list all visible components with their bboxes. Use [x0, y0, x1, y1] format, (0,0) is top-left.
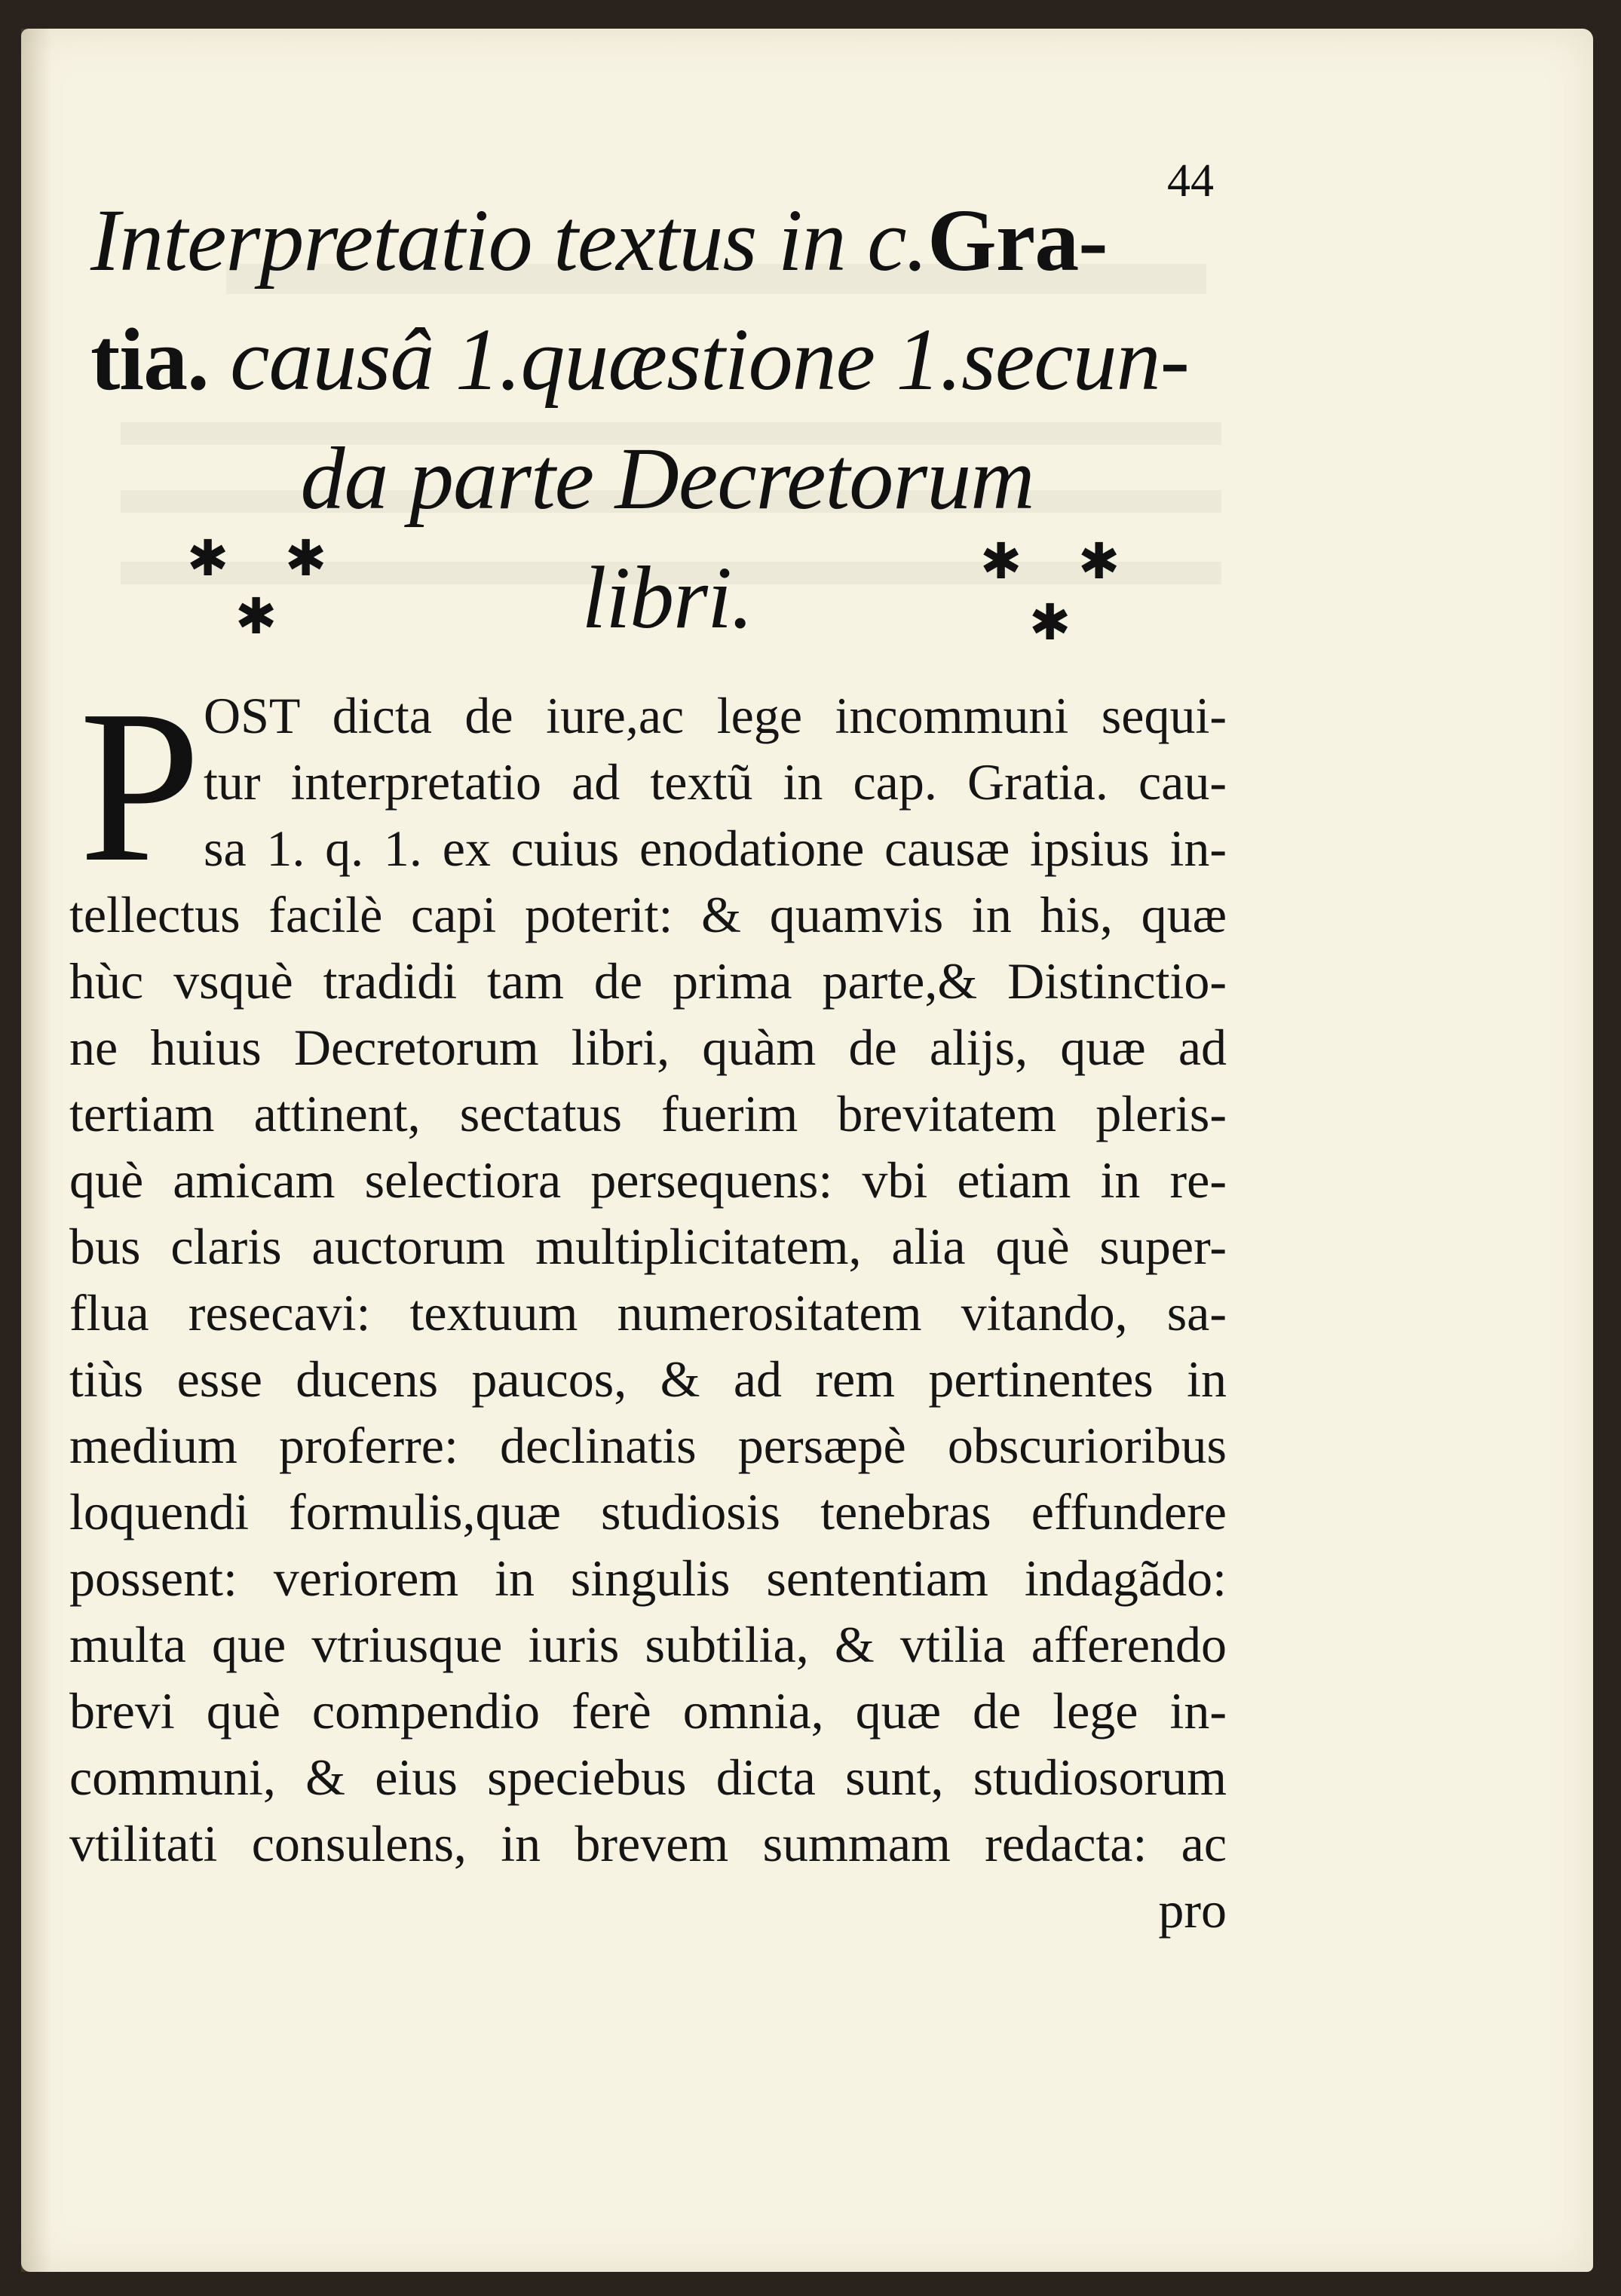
body-line: loquendi formulis,quæ studiosis tenebras effundere	[69, 1483, 1227, 1540]
body-text	[69, 682, 1227, 1943]
title-segment: da parte Decretorum	[300, 429, 1034, 528]
body-line: tertiam attinent, sectatus fuerim brevitatem pleris-	[69, 1085, 1227, 1142]
asterisk-ornament: ✱	[187, 529, 229, 587]
body-line: hùc vsquè tradidi tam de prima parte,& Distinctio-	[69, 952, 1227, 1010]
body-line: multa que vtriusque iuris subtilia, & vtilia afferendo	[69, 1616, 1227, 1673]
title-line-1	[90, 181, 1244, 300]
asterisk-ornament: ✱	[980, 532, 1022, 590]
title-segment: Interpretatio textus in c.	[90, 191, 928, 290]
title-line-2	[90, 300, 1244, 419]
title-segment: libri.	[581, 548, 753, 647]
body-line: tellectus facilè capi poterit: & quamvis in his, quæ	[69, 886, 1227, 943]
asterisk-ornament: ✱	[235, 587, 277, 645]
catchword: pro	[1158, 1881, 1227, 1939]
title-segment: Gra-	[927, 191, 1108, 290]
asterisk-ornament: ✱	[285, 529, 327, 587]
asterisk-ornament: ✱	[1029, 593, 1071, 651]
body-line: què amicam selectiora persequens: vbi etiam in re-	[69, 1151, 1227, 1209]
body-line: OST dicta de iure,ac lege incommuni sequi-	[204, 687, 1227, 744]
page-gutter-shadow	[21, 29, 51, 2272]
title-segment: causâ 1.quæstione 1.secun-	[230, 310, 1189, 409]
title-segment: tia.	[90, 310, 209, 409]
body-line: brevi què compendio ferè omnia, quæ de lege in-	[69, 1682, 1227, 1740]
body-line: flua resecavi: textuum numerositatem vitando, sa-	[69, 1284, 1227, 1341]
body-line: communi, & eius speciebus dicta sunt, studiosorum	[69, 1749, 1227, 1806]
body-line: vtilitati consulens, in brevem summam redacta: ac	[69, 1815, 1227, 1872]
drop-capital: P	[79, 665, 201, 907]
body-line: ne huius Decretorum libri, quàm de alijs, quæ ad	[69, 1019, 1227, 1076]
body-line: bus claris auctorum multiplicitatem, alia què super-	[69, 1218, 1227, 1275]
title-line-3	[90, 419, 1244, 538]
body-line: tur interpretatio ad textũ in cap. Gratia. cau-	[204, 753, 1227, 811]
body-line: possent: veriorem in singulis sententiam indagãdo:	[69, 1550, 1227, 1607]
asterisk-ornament: ✱	[1078, 532, 1120, 590]
body-line: medium proferre: declinatis persæpè obscurioribus	[69, 1417, 1227, 1474]
page-number: 44	[1167, 155, 1214, 207]
body-line: tiùs esse ducens paucos, & ad rem pertinentes in	[69, 1350, 1227, 1408]
body-line: sa 1. q. 1. ex cuius enodatione causæ ipsius in-	[204, 820, 1227, 877]
chapter-title	[90, 181, 1244, 658]
